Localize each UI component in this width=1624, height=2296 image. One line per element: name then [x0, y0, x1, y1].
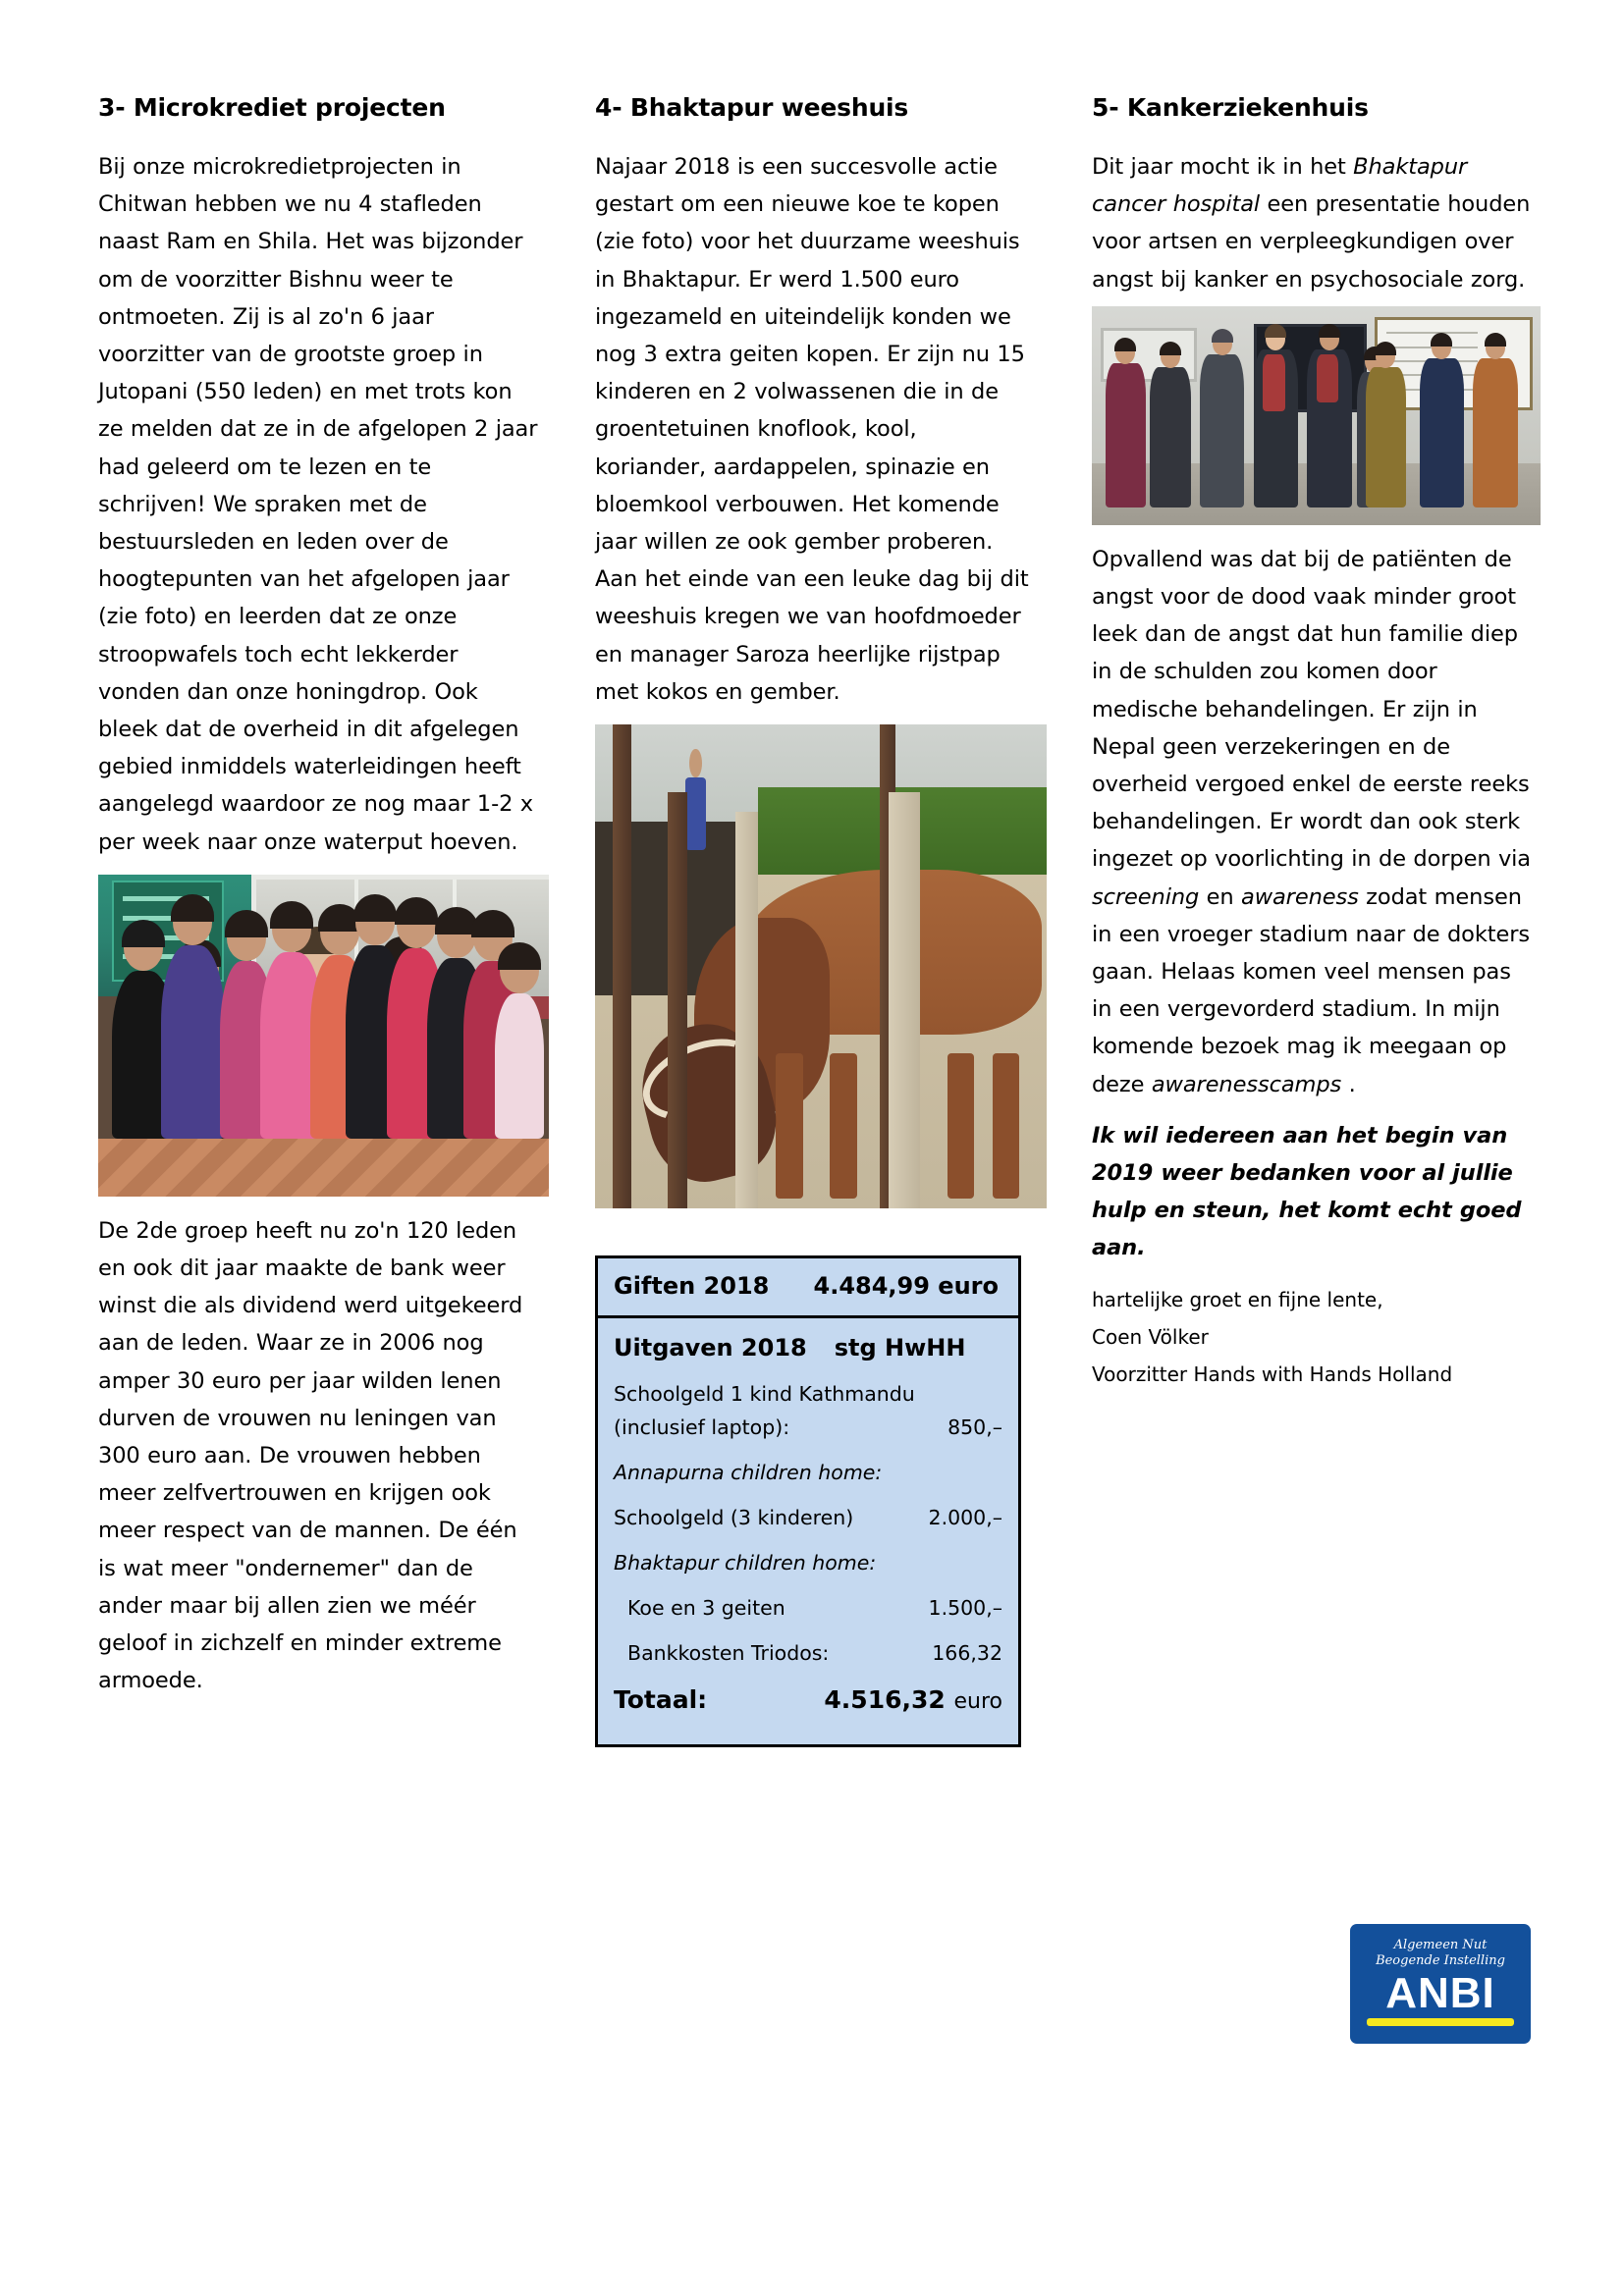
finance-expenses-label: Uitgaven 2018 — [614, 1334, 807, 1362]
finance-row-label: (inclusief laptop): — [614, 1415, 790, 1440]
paragraph-closing-thanks: Ik wil iedereen aan het begin van 2019 weer bedanken voor al jullie hulp en steun, het komt echt goed aan. — [1092, 1122, 1522, 1261]
anbi-tagline-line1: Algemeen Nut — [1393, 1938, 1488, 1952]
anbi-tagline-line2: Beogende Instelling — [1376, 1953, 1505, 1968]
table-row — [614, 1411, 1002, 1444]
finance-gifts-label: Giften 2018 — [614, 1272, 770, 1301]
finance-expenses-header — [598, 1318, 1018, 1367]
text-run-italic: awareness — [1241, 883, 1359, 910]
finance-row-label: Bhaktapur children home: — [614, 1551, 877, 1575]
section-title-orphanage: 4- Bhaktapur weeshuis — [595, 93, 909, 122]
text-run: Dit jaar mocht ik in het — [1092, 154, 1354, 180]
text-run: een presentatie houden voor artsen en verpleegkundigen over angst bij kanker en psychosociale zorg. — [1092, 191, 1531, 293]
finance-total-label: Totaal: — [614, 1685, 708, 1715]
column-orphanage — [595, 93, 1035, 1747]
section-title-microcredit: 3- Microkrediet projecten — [98, 93, 446, 122]
text-run: zodat mensen in een vroeger stadium naar de dokters gaan. Helaas komen veel mensen pas in een vergevorderd stadium. In mijn komende bezoek mag ik meegaan op deze — [1092, 883, 1530, 1097]
photo-microcredit-group — [98, 875, 549, 1197]
finance-total-amount: 4.516,32 — [824, 1685, 946, 1715]
anbi-logo — [1350, 1924, 1531, 2044]
signoff-name: Coen Völker — [1092, 1324, 1209, 1349]
text-run: Opvallend was dat bij de patiënten de angst voor de dood vaak minder groot leek dan de angst dat hun familie diep in de schulden zou komen door medische behandelingen. Er zijn in Nepal geen verzekeringen en de overheid vergoed enkel de eerste reeks behandelingen. Er wordt dan ook sterk ingezet op voorlichting in de dorpen via — [1092, 546, 1531, 873]
signoff-role: Voorzitter Hands with Hands Holland — [1092, 1362, 1453, 1386]
text-run: . — [1341, 1071, 1356, 1097]
paragraph-hospital-1 — [1092, 148, 1532, 298]
finance-expenses-org: stg HwHH — [834, 1334, 966, 1362]
signoff-greeting: hartelijke groet en fijne lente, — [1092, 1287, 1383, 1311]
table-row — [614, 1377, 1002, 1411]
finance-row-label: Schoolgeld (3 kinderen) — [614, 1506, 854, 1530]
photo-cow — [595, 724, 1047, 1208]
finance-gifts-amount: 4.484,99 euro — [813, 1272, 999, 1301]
text-run-italic: screening — [1092, 883, 1200, 910]
text-run: en — [1199, 883, 1241, 910]
text-run-italic: awarenesscamps — [1151, 1071, 1342, 1097]
finance-row-label: Bankkosten Triodos: — [627, 1641, 830, 1666]
paragraph-orphanage-1: Najaar 2018 is een succesvolle actie gestart om een nieuwe koe te kopen (zie foto) voor het duurzame weeshuis in Bhaktapur. Er werd 1.500 euro ingezameld en uiteindelijk konden we nog 3 extra geiten kopen. Er zijn nu 15 kinderen en 2 volwassenen die in de groentetuinen knoflook, kool, koriander, aardappelen, spinazie en bloemkool verbouwen. Het komende jaar willen ze ook gember proberen. Aan het einde van een leuke dag bij dit weeshuis kregen we van hoofdmoeder en manager Saroza heerlijke rijstpap met kokos en gember. — [595, 154, 1029, 705]
finance-row-label: Annapurna children home: — [614, 1461, 883, 1485]
three-column-layout — [98, 93, 1542, 1747]
finance-row-amount: 2.000,– — [928, 1506, 1002, 1530]
finance-gifts-row — [598, 1258, 1018, 1318]
finance-total-currency: euro — [953, 1689, 1002, 1715]
finance-row-label: Koe en 3 geiten — [627, 1596, 785, 1621]
finance-rows — [598, 1367, 1018, 1744]
finance-total-row — [614, 1678, 1002, 1725]
table-row — [614, 1456, 1002, 1489]
anbi-wordmark: ANBI — [1385, 1969, 1495, 2017]
column-microcredit — [98, 93, 538, 1747]
table-row — [614, 1636, 1002, 1670]
finance-row-label: Schoolgeld 1 kind Kathmandu — [614, 1382, 915, 1407]
photo-hospital-staff — [1092, 306, 1541, 525]
finance-row-amount: 1.500,– — [928, 1596, 1002, 1621]
paragraph-microcredit-1: Bij onze microkredietprojecten in Chitwan hebben we nu 4 stafleden naast Ram en Shila. Het was bijzonder om de voorzitter Bishnu weer te ontmoeten. Zij is al zo'n 6 jaar voorzitter van de grootste groep in Jutopani (550 leden) en met trots kon ze melden dat ze in de afgelopen 2 jaar had geleerd om te lezen en te schrijven! We spraken met de bestuursleden en leden over de hoogtepunten van het afgelopen jaar (zie foto) en leerden dat ze onze stroopwafels toch echt lekkerder vonden dan onze honingdrop. Ook bleek dat de overheid in dit afgelegen gebied inmiddels waterleidingen heeft aangelegd waardoor ze nog maar 1-2 x per week naar onze waterput hoeven. — [98, 154, 538, 855]
table-row — [614, 1546, 1002, 1579]
anbi-tagline — [1350, 1938, 1531, 1969]
finance-row-amount: 166,32 — [932, 1641, 1002, 1666]
anbi-yellow-bar — [1367, 2018, 1514, 2026]
table-row — [614, 1501, 1002, 1534]
column-cancer-hospital — [1092, 93, 1532, 1747]
paragraph-hospital-2 — [1092, 541, 1532, 1103]
finance-row-amount: 850,– — [947, 1415, 1002, 1440]
finance-summary-box — [595, 1255, 1021, 1747]
text-run-italic: Bhaktapur cancer hospital — [1092, 154, 1468, 218]
paragraph-microcredit-2: De 2de groep heeft nu zo'n 120 leden en ook dit jaar maakte de bank weer winst die als dividend werd uitgekeerd aan de leden. Waar ze in 2006 nog amper 30 euro per jaar wilden lenen durven de vrouwen nu leningen van 300 euro aan. De vrouwen hebben meer zelfvertrouwen en krijgen ook meer respect van de mannen. De één is wat meer "ondernemer" dan de ander maar bij allen zien we méér geloof in zichzelf en minder extreme armoede. — [98, 1217, 523, 1694]
section-title-cancer-hospital: 5- Kankerziekenhuis — [1092, 93, 1369, 122]
table-row — [614, 1591, 1002, 1625]
